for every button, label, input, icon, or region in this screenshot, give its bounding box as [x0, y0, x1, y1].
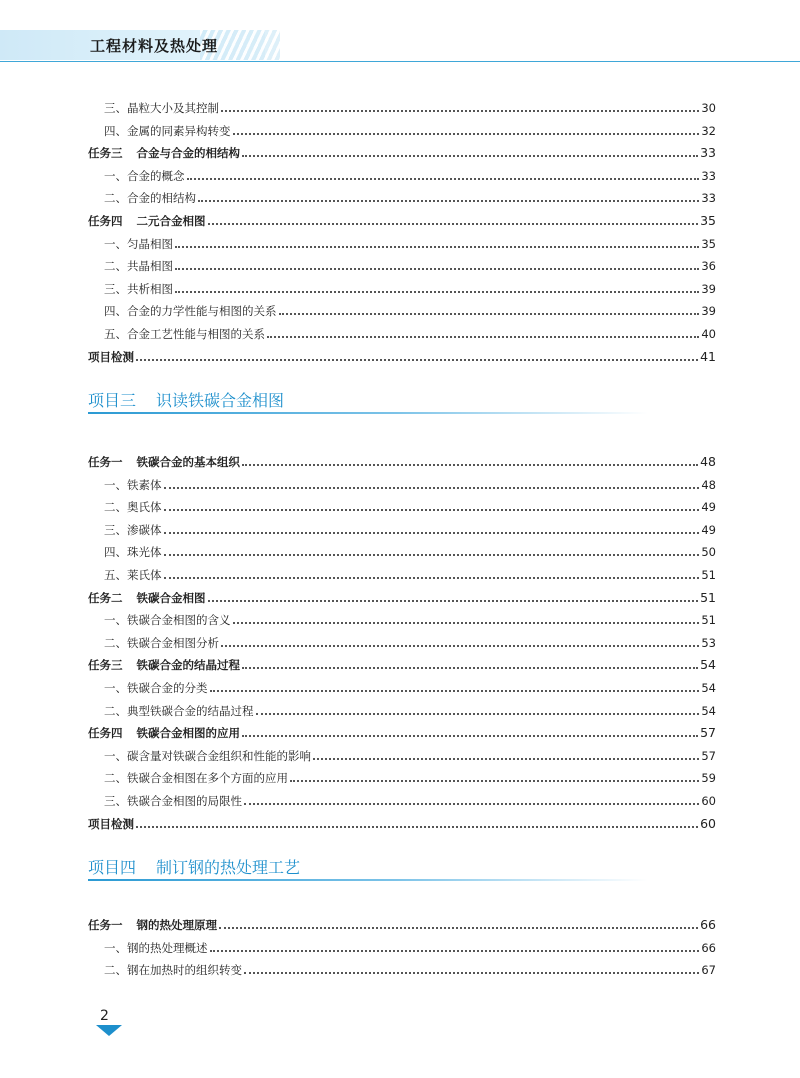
toc-page-number: 57: [700, 725, 716, 741]
dot-leader: [164, 532, 700, 534]
dot-leader: [233, 133, 700, 135]
toc-entry-row[interactable]: [104, 935, 716, 955]
toc-entry-label: [104, 749, 311, 763]
toc-entry-row[interactable]: [104, 185, 716, 205]
toc-entry-text: 一、铁碳合金的分类: [104, 681, 208, 695]
dot-leader: [164, 487, 700, 489]
toc-entry-text: 二、铁碳合金相图在多个方面的应用: [104, 771, 288, 786]
toc-entry-label: [104, 101, 219, 115]
dot-leader: [136, 826, 698, 828]
section-underline: [88, 412, 648, 414]
dot-leader: [242, 667, 698, 669]
toc-entry-label: [104, 941, 208, 955]
toc-entry-text: 四、金属的同素异构转变: [104, 123, 231, 138]
toc-task-number: 任务四: [88, 214, 123, 228]
toc-page-number: 59: [701, 771, 716, 786]
toc-entry-label: [104, 478, 162, 492]
toc-entry-text: 二、共晶相图: [104, 259, 173, 274]
toc-entry-text: 五、合金工艺性能与相图的关系: [104, 327, 265, 341]
toc-page-number: 33: [700, 145, 716, 161]
toc-entry-label: [88, 214, 206, 228]
toc-entry-text: 五、莱氏体: [104, 568, 162, 582]
toc-entry-text: 二、奥氏体: [104, 500, 162, 515]
toc-entry-row[interactable]: [104, 675, 716, 695]
toc-page-number: 51: [701, 613, 716, 628]
toc-entry-row[interactable]: [104, 562, 716, 582]
toc-task-row[interactable]: [88, 208, 716, 228]
toc-entry-row[interactable]: [104, 253, 716, 273]
section-name: 识读铁碳合金相图: [156, 391, 285, 410]
toc-page-number: 48: [701, 477, 716, 492]
dot-leader: [198, 200, 699, 202]
toc-entry-label: [104, 327, 265, 341]
toc-entry-text: 一、铁素体: [104, 477, 162, 492]
dot-leader: [279, 313, 700, 315]
toc-entry-label: [104, 771, 288, 785]
toc-entry-label: [88, 591, 206, 605]
section-project-three: [88, 388, 648, 418]
toc-page-number: 54: [701, 703, 716, 718]
toc-entry-text: 一、匀晶相图: [104, 236, 173, 251]
toc-entry-row[interactable]: [104, 298, 716, 318]
toc-page-number: 40: [701, 327, 716, 341]
toc-task-row[interactable]: [88, 449, 716, 469]
toc-entry-label: [104, 794, 242, 808]
toc-page-number: 60: [700, 815, 716, 831]
toc-entry-label: [104, 613, 231, 627]
toc-entry-text: 三、共析相图: [104, 281, 173, 296]
page-number: 2: [100, 1008, 109, 1024]
toc-page-number: 66: [701, 940, 716, 955]
toc-entry-row[interactable]: [104, 276, 716, 296]
toc-entry-label: [104, 963, 242, 977]
toc-entry-text: 一、钢的热处理概述: [104, 940, 208, 955]
dot-leader: [267, 336, 699, 338]
dot-leader: [244, 972, 699, 974]
toc-page-number: 30: [701, 101, 716, 115]
toc-entry-label: [104, 704, 254, 718]
toc-entry-label: [88, 817, 134, 831]
toc-page-number: 32: [701, 123, 716, 138]
dot-leader: [242, 464, 698, 466]
toc-entry-row[interactable]: [104, 765, 716, 785]
section-title: [88, 855, 300, 878]
toc-entry-text: 一、合金的概念: [104, 168, 185, 183]
running-header: [0, 30, 800, 62]
toc-page-number: 57: [701, 748, 716, 763]
toc-task-number: 任务四: [88, 726, 123, 741]
toc-entry-row[interactable]: [104, 607, 716, 627]
toc-entry-text: 铁碳合金相图的应用: [136, 726, 240, 741]
toc-task-row[interactable]: [88, 652, 716, 672]
toc-entry-row[interactable]: [104, 163, 716, 183]
toc-entry-row[interactable]: [104, 630, 716, 650]
toc-task-row[interactable]: [88, 811, 716, 831]
toc-entry-row[interactable]: [104, 231, 716, 251]
toc-entry-label: [104, 191, 196, 205]
dot-leader: [290, 780, 699, 782]
toc-entry-row[interactable]: [104, 321, 716, 341]
toc-page-number: 35: [701, 236, 716, 251]
toc-page-number: 54: [700, 657, 716, 673]
toc-page-number: 54: [701, 681, 716, 695]
toc-entry-label: [88, 658, 240, 672]
toc-entry-row[interactable]: [104, 95, 716, 115]
toc-entry-label: [104, 304, 277, 318]
toc-entry-row[interactable]: [104, 743, 716, 763]
toc-entry-text: 二、合金的相结构: [104, 191, 196, 206]
section-project-four: [88, 855, 648, 885]
toc-entry-label: [104, 545, 162, 559]
section-number: 项目三: [88, 391, 137, 410]
toc-entry-text: 四、合金的力学性能与相图的关系: [104, 304, 277, 319]
toc-entry-text: 合金与合金的相结构: [136, 146, 240, 161]
toc-task-number: 任务三: [88, 658, 123, 673]
toc-entry-row[interactable]: [104, 539, 716, 559]
toc-page-number: 51: [701, 568, 716, 582]
toc-task-number: 项目检测: [88, 349, 134, 364]
toc-entry-row[interactable]: [104, 472, 716, 492]
toc-task-row[interactable]: [88, 140, 716, 160]
dot-leader: [175, 246, 699, 248]
toc-task-number: 任务一: [88, 918, 123, 932]
toc-entry-label: [104, 237, 173, 251]
toc-page-number: 66: [700, 917, 716, 932]
dot-leader: [242, 735, 698, 737]
toc-entry-label: [88, 726, 240, 740]
toc-page-number: 33: [701, 191, 716, 206]
toc-entry-text: 铁碳合金的结晶过程: [136, 658, 240, 673]
toc-entry-text: 四、珠光体: [104, 545, 162, 560]
header-rule: [0, 61, 800, 62]
toc-entry-row[interactable]: [104, 118, 716, 138]
dot-leader: [164, 554, 700, 556]
dot-leader: [208, 223, 699, 225]
dot-leader: [210, 690, 700, 692]
toc-page-number: 50: [701, 545, 716, 560]
toc-entry-label: [88, 455, 240, 469]
toc-task-row[interactable]: [88, 720, 716, 740]
toc-entry-row[interactable]: [104, 494, 716, 514]
dot-leader: [175, 291, 699, 293]
toc-entry-text: 二元合金相图: [136, 214, 206, 228]
toc-task-row[interactable]: [88, 344, 716, 364]
toc-task-number: 项目检测: [88, 816, 134, 831]
toc-task-row[interactable]: [88, 585, 716, 605]
toc-page-number: 33: [701, 168, 716, 183]
toc-task-number: 任务二: [88, 590, 123, 605]
toc-page-number: 48: [700, 454, 716, 469]
toc-page-number: 36: [701, 259, 716, 274]
dot-leader: [219, 927, 698, 929]
toc-entry-label: [88, 146, 240, 160]
toc-entry-row[interactable]: [104, 957, 716, 977]
dot-leader: [175, 268, 699, 270]
toc-entry-row[interactable]: [104, 517, 716, 537]
dot-leader: [136, 359, 698, 361]
dot-leader: [244, 803, 699, 805]
toc-entry-text: 二、典型铁碳合金的结晶过程: [104, 703, 254, 718]
toc-entry-text: 三、晶粒大小及其控制: [104, 101, 219, 115]
toc-entry-label: [104, 124, 231, 138]
toc-page-number: 39: [701, 281, 716, 296]
dot-leader: [210, 950, 700, 952]
toc-page-number: 49: [701, 522, 716, 537]
toc-entry-text: 三、渗碳体: [104, 522, 162, 537]
toc-page-number: 39: [701, 304, 716, 319]
toc-entry-label: [104, 523, 162, 537]
dot-leader: [221, 645, 699, 647]
toc-page-number: 67: [701, 963, 716, 978]
section-title: [88, 388, 284, 411]
dot-leader: [208, 600, 699, 602]
toc-entry-label: [104, 259, 173, 273]
toc-page-number: 35: [700, 213, 716, 228]
toc-entry-text: 二、铁碳合金相图分析: [104, 635, 219, 650]
dot-leader: [233, 622, 700, 624]
toc-task-number: 任务一: [88, 455, 123, 469]
dot-leader: [164, 577, 700, 579]
toc-entry-text: 一、铁碳合金相图的含义: [104, 613, 231, 628]
section-name: 制订钢的热处理工艺: [156, 858, 301, 877]
section-number: 项目四: [88, 858, 137, 877]
toc-entry-label: [104, 500, 162, 514]
dot-leader: [313, 758, 699, 760]
dot-leader: [256, 713, 700, 715]
dot-leader: [187, 178, 700, 180]
dot-leader: [164, 509, 700, 511]
toc-entry-label: [104, 282, 173, 296]
toc-entry-label: [88, 918, 217, 932]
toc-page-number: 41: [700, 348, 716, 364]
toc-entry-text: 二、钢在加热时的组织转变: [104, 963, 242, 978]
dot-leader: [221, 110, 699, 112]
page-marker-triangle: [96, 1025, 122, 1036]
toc-entry-text: 钢的热处理原理: [136, 918, 217, 932]
toc-entry-label: [88, 350, 134, 364]
toc-entry-label: [104, 681, 208, 695]
toc-entry-row[interactable]: [104, 698, 716, 718]
toc-page-number: 51: [700, 589, 716, 605]
book-title: 工程材料及热处理: [90, 37, 219, 55]
toc-entry-text: 铁碳合金相图: [136, 590, 206, 605]
toc-page-number: 60: [701, 794, 716, 808]
toc-entry-label: [104, 636, 219, 650]
dot-leader: [242, 155, 698, 157]
toc-page-number: 49: [701, 500, 716, 515]
toc-entry-text: 铁碳合金的基本组织: [136, 455, 240, 469]
section-underline: [88, 879, 648, 881]
toc-entry-label: [104, 568, 162, 582]
toc-task-number: 任务三: [88, 146, 123, 161]
toc-entry-row[interactable]: [104, 788, 716, 808]
toc-page-number: 53: [701, 635, 716, 650]
toc-task-row[interactable]: [88, 912, 716, 932]
toc-entry-text: 一、碳含量对铁碳合金组织和性能的影响: [104, 748, 311, 763]
toc-entry-label: [104, 169, 185, 183]
toc-entry-text: 三、铁碳合金相图的局限性: [104, 794, 242, 808]
